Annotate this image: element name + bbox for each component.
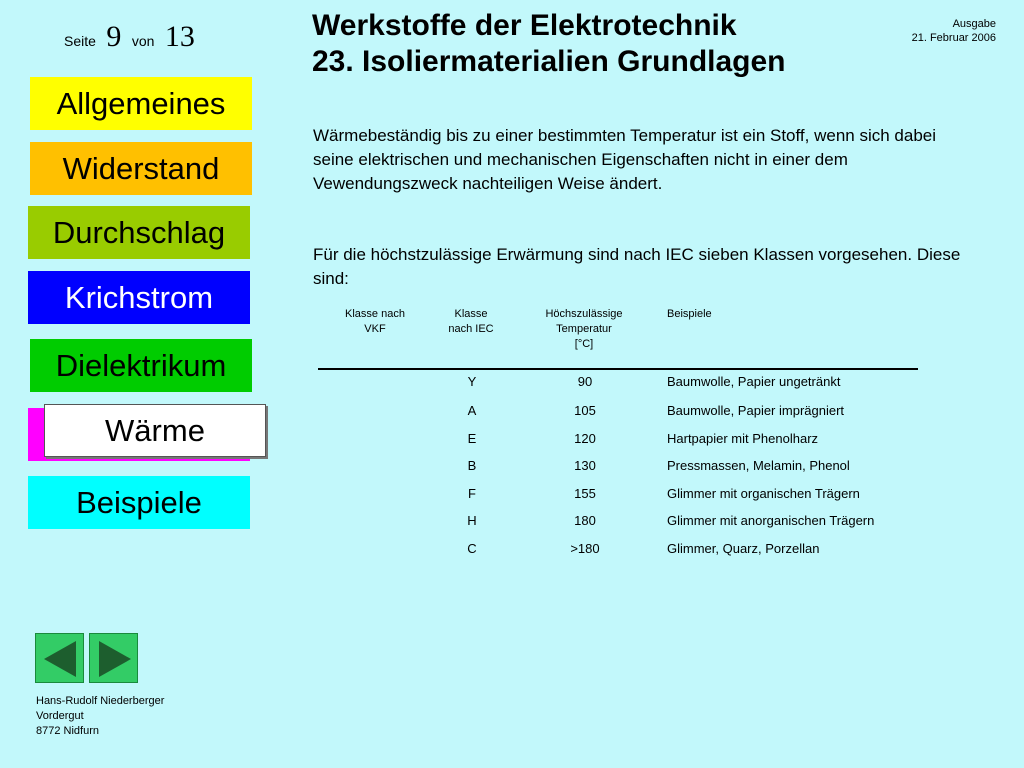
row-temperature: 105 [574, 403, 596, 418]
issue-date: 21. Februar 2006 [911, 32, 996, 44]
row-example: Pressmassen, Melamin, Phenol [667, 458, 850, 473]
title-line-2: 23. Isoliermaterialien Grundlagen [312, 45, 786, 78]
nav-button-allgemeines[interactable]: Allgemeines [30, 77, 252, 130]
classes-paragraph: Für die höchstzulässige Erwärmung sind nach IEC sieben Klassen vorgesehen. Diese sind: [313, 245, 961, 288]
next-page-button[interactable] [89, 633, 138, 683]
row-iec-class: Y [467, 374, 477, 389]
author-address [36, 694, 164, 739]
row-example: Baumwolle, Papier imprägniert [667, 403, 845, 418]
header-beispiele: Beispiele [667, 308, 712, 320]
seite-label: Seite [64, 33, 96, 49]
nav-button-durchschlag[interactable]: Durchschlag [28, 206, 250, 259]
von-label: von [131, 33, 155, 49]
row-temperature: 120 [574, 431, 596, 446]
row-temperature: >180 [570, 541, 600, 556]
total-pages-number: 13 [164, 20, 195, 53]
right-triangle-icon [90, 634, 139, 684]
row-iec-class: A [467, 403, 477, 418]
row-iec-class: C [467, 541, 477, 556]
nav-button-waerme[interactable]: Wärme [44, 404, 266, 457]
row-example: Hartpapier mit Phenolharz [667, 431, 819, 446]
row-iec-class: F [468, 486, 476, 501]
header-text: Temperatur [556, 323, 612, 335]
author-city: 8772 Nidfurn [36, 725, 99, 737]
row-temperature: 130 [574, 458, 596, 473]
row-temperature: 180 [574, 513, 596, 528]
page-title [312, 8, 786, 80]
intro-paragraph: Wärmebeständig bis zu einer bestimmten Temperatur ist ein Stoff, wenn sich dabei seine elektrischen und mechanischen Eigenschaften nicht in einer dem Vewendungszweck nachteiligen Weise ändert. [313, 126, 937, 193]
nav-button-beispiele[interactable]: Beispiele [28, 476, 250, 529]
title-line-1: Werkstoffe der Elektrotechnik [312, 9, 737, 42]
page-navigation-arrows [35, 633, 138, 683]
issue-info [912, 17, 996, 45]
header-text: nach IEC [448, 323, 494, 335]
header-text: [°C] [574, 338, 594, 350]
previous-page-button[interactable] [35, 633, 84, 683]
row-example: Glimmer mit anorganischen Trägern [667, 513, 875, 528]
row-iec-class: B [467, 458, 477, 473]
issue-label: Ausgabe [952, 18, 996, 30]
row-temperature: 155 [574, 486, 596, 501]
nav-button-krichstrom[interactable]: Krichstrom [28, 271, 250, 324]
header-temperatur [524, 307, 644, 352]
header-text: VKF [364, 323, 386, 335]
row-example: Glimmer mit organischen Trägern [667, 486, 860, 501]
row-iec-class: E [467, 431, 477, 446]
header-text: Klasse nach [345, 308, 405, 320]
nav-button-dielektrikum[interactable]: Dielektrikum [30, 339, 252, 392]
current-page-number: 9 [106, 20, 122, 53]
author-street: Vordergut [36, 710, 84, 722]
row-example: Baumwolle, Papier ungetränkt [667, 374, 841, 389]
header-text: Klasse [454, 308, 488, 320]
header-klasse-vkf [330, 307, 420, 337]
nav-button-widerstand[interactable]: Widerstand [30, 142, 252, 195]
author-name: Hans-Rudolf Niederberger [36, 695, 165, 707]
table-header-divider [318, 368, 918, 370]
left-triangle-icon [36, 634, 85, 684]
row-iec-class: H [467, 513, 477, 528]
row-temperature: 90 [577, 374, 593, 389]
page-counter [64, 20, 201, 54]
header-klasse-iec [435, 307, 507, 337]
row-example: Glimmer, Quarz, Porzellan [667, 541, 820, 556]
header-text: Höchszulässige [545, 308, 623, 320]
